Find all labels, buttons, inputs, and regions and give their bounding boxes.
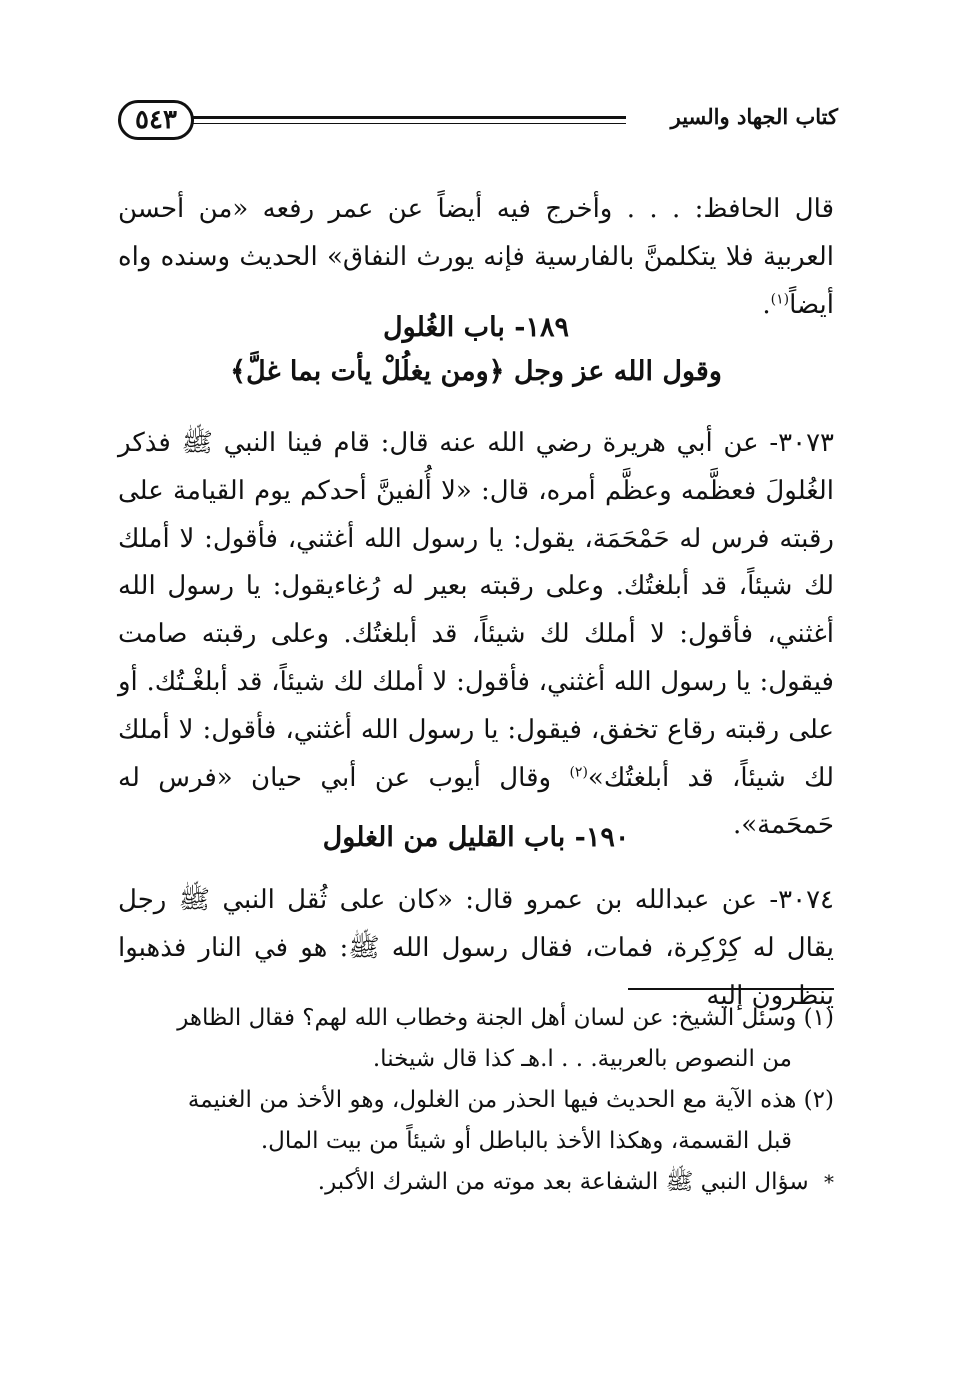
footnote-separator [628, 988, 834, 990]
chapter-189-subtitle: وقول الله عز وجل ﴿ومن يغلُلْ يأت بما غلَّ﴾ [230, 356, 722, 387]
page-number: ٥٤٣ [118, 100, 194, 140]
book-section-title: كتاب الجهاد والسير [670, 104, 838, 129]
star-note-text: سؤال النبي ﷺ الشفاعة بعد موته من الشرك الأكبر. [317, 1169, 809, 1195]
footnote-1-text: وسئل الشيخ: عن لسان أهل الجنة وخطاب الله لهم؟ فقال الظاهر [177, 1005, 797, 1031]
chapter-189-title: ١٨٩- باب الغُلول [383, 312, 569, 343]
footnote-ref-1: (١) [770, 291, 790, 308]
footnote-1 [118, 998, 834, 1080]
running-header [118, 96, 838, 152]
hadith-3074-text: ٣٠٧٤- عن عبدالله بن عمرو قال: «كان على ثُقل النبي ﷺ رجل يقال له كِرْكِرة، فمات، فقال رسول الله ﷺ: هو في النار فذهبوا ينظرون إليه [118, 885, 834, 1011]
footnote-ref-2: (٢) [569, 763, 588, 780]
footnotes [118, 998, 834, 1203]
footnote-2-text: هذه الآية مع الحديث فيها الحذر من الغلول، وهو الأخذ من الغنيمة [187, 1087, 797, 1113]
intro-end: . [762, 290, 771, 320]
footnote-1-continuation: من النصوص بالعربية. . . ا.هـ كذا قال شيخنا. [372, 1046, 792, 1072]
hadith-3073 [118, 420, 834, 850]
footnote-2-continuation: قبل القسمة، وهكذا الأخذ بالباطل أو شيئاً من بيت المال. [260, 1128, 792, 1154]
hadith-3073-tail: وقال أيوب عن أبي حيان «فرس له حَمحَمة». [118, 762, 834, 841]
chapter-190-title: ١٩٠- باب القليل من الغلول [322, 822, 630, 853]
footnote-2 [118, 1080, 834, 1162]
footnote-1-marker: (١) [803, 1005, 834, 1031]
intro-text: قال الحافظ: . . . وأخرج فيه أيضاً عن عمر رفعه «من أحسن العربية فلا يتكلمنَّ بالفارسية فإنه يورث النفاق» الحديث وسنده واه أيضاً [118, 194, 834, 320]
header-double-rule [192, 116, 626, 124]
asterisk-icon: * [824, 1170, 834, 1194]
hadith-3073-text: ٣٠٧٣- عن أبي هريرة رضي الله عنه قال: قام فينا النبي ﷺ فذكر الغُلولَ فعظَّمه وعظَّم أمره، قال: «لا أُلفينَّ أحدكم يوم القيامة على رقبته فرس له حَمْحَمَة، يقول: يا رسول الله أغثني، فأقول: لا أملك لك شيئاً، قد أبلغتُك. وعلى رقبته بعير له رُغاءيقول: يا رسول الله أغثني، فأقول: لا أملك لك شيئاً، قد أبلغتُك. وعلى رقبته صامت فيقول: يا رسول الله أغثني، فأقول: لا أملك لك شيئاً، قد أبلغْـتُك. أو على رقبته رقاع تخفق، فيقول: يا رسول الله أغثني، فأقول: لا أملك لك شيئاً، قد أبلغتُك» [118, 428, 834, 793]
star-note [118, 1162, 834, 1203]
footnote-2-marker: (٢) [803, 1087, 834, 1113]
